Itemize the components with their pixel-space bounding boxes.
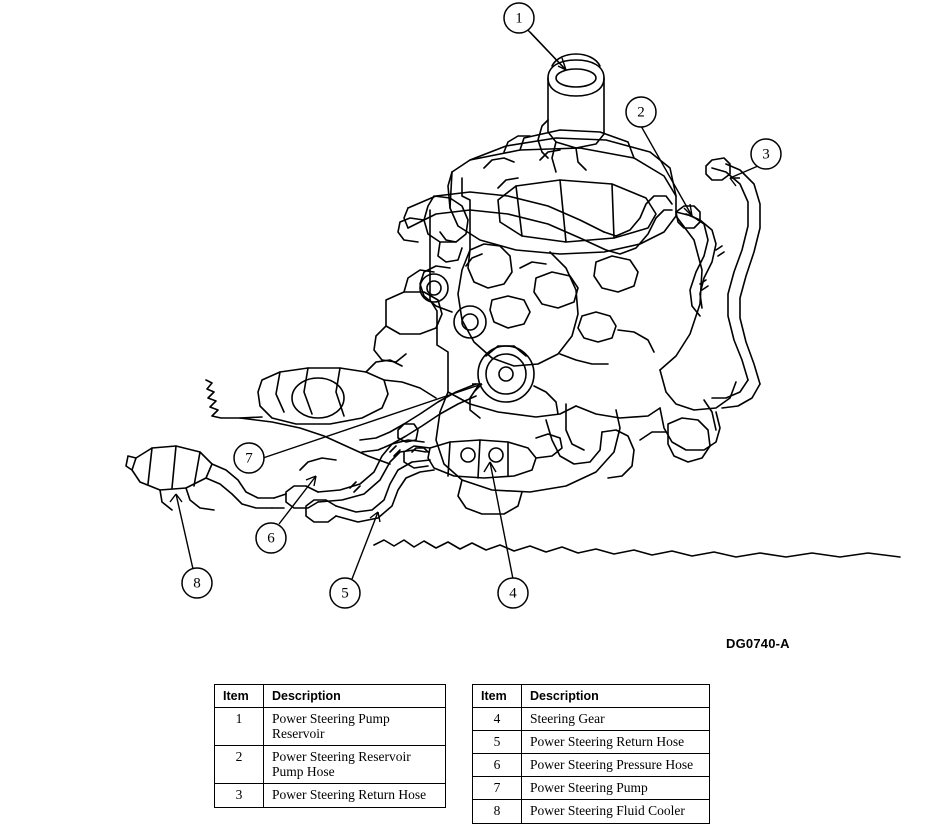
legend-table-left — [214, 684, 446, 808]
column-header-description: Description — [522, 685, 710, 708]
callout-text-2: 2 — [637, 104, 645, 121]
cell-description: Power Steering Reservoir Pump Hose — [264, 746, 446, 784]
table-row — [215, 784, 446, 807]
cell-description: Steering Gear — [522, 708, 710, 731]
cell-item: 8 — [473, 800, 522, 823]
leader-1-arrow — [524, 26, 566, 70]
callout-text-3: 3 — [762, 146, 770, 163]
table-row — [473, 731, 710, 754]
cell-item: 7 — [473, 777, 522, 800]
cell-item: 2 — [215, 746, 264, 784]
table-header-row — [215, 685, 446, 708]
legend-table-right — [472, 684, 710, 824]
cell-item: 5 — [473, 731, 522, 754]
cell-item: 4 — [473, 708, 522, 731]
callout-leaders — [170, 26, 758, 579]
leader-8 — [176, 494, 193, 569]
column-header-item: Item — [215, 685, 264, 708]
cell-description: Power Steering Pump — [522, 777, 710, 800]
cell-description: Power Steering Pressure Hose — [522, 754, 710, 777]
column-header-description: Description — [264, 685, 446, 708]
table-row — [473, 800, 710, 823]
table-row — [473, 754, 710, 777]
table-row — [473, 708, 710, 731]
callout-text-4: 4 — [509, 585, 517, 602]
leader-4 — [490, 462, 513, 579]
cell-item: 3 — [215, 784, 264, 807]
callout-text-1: 1 — [515, 10, 523, 27]
callout-text-6: 6 — [267, 530, 275, 547]
cell-item: 1 — [215, 708, 264, 746]
table-row — [215, 746, 446, 784]
cell-description: Power Steering Fluid Cooler — [522, 800, 710, 823]
cell-description: Power Steering Pump Reservoir — [264, 708, 446, 746]
engine-assembly-linework — [126, 54, 900, 557]
leader-6 — [279, 476, 316, 524]
table-row — [215, 708, 446, 746]
figure-code-label: DG0740-A — [726, 636, 790, 651]
table-header-row — [473, 685, 710, 708]
callout-text-7: 7 — [245, 450, 253, 467]
cell-description: Power Steering Return Hose — [264, 784, 446, 807]
callout-text-5: 5 — [341, 585, 349, 602]
cell-item: 6 — [473, 754, 522, 777]
table-row — [473, 777, 710, 800]
column-header-item: Item — [473, 685, 522, 708]
cell-description: Power Steering Return Hose — [522, 731, 710, 754]
callout-text-8: 8 — [193, 575, 201, 592]
